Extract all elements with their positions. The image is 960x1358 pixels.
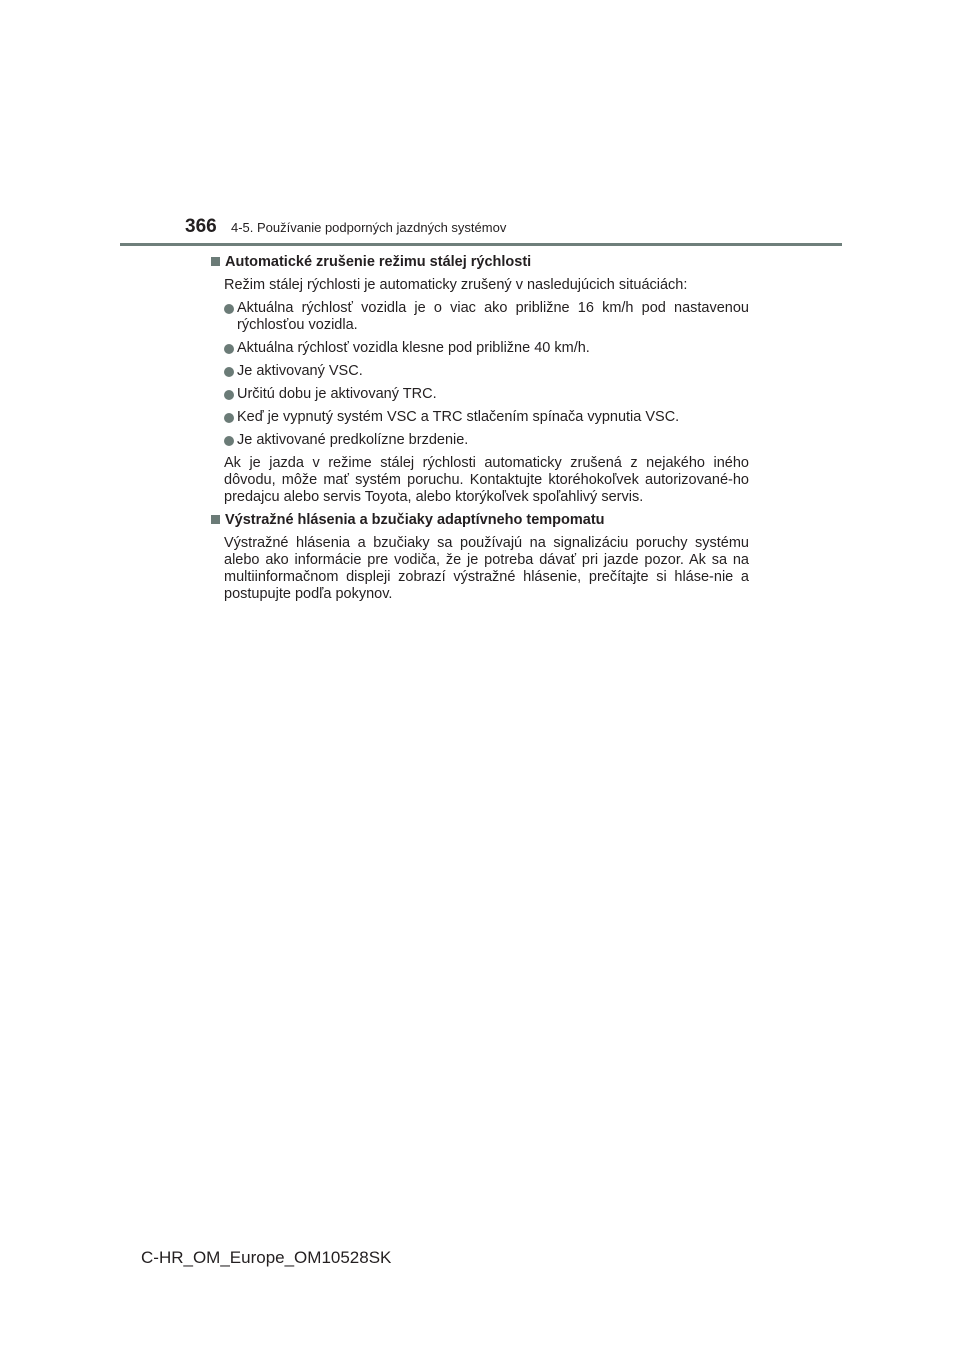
square-bullet-icon xyxy=(211,257,220,266)
list-item xyxy=(224,363,749,380)
list-item-text: Je aktivované predkolízne brzdenie. xyxy=(237,432,469,448)
square-bullet-icon xyxy=(211,515,220,524)
circle-bullet-icon xyxy=(224,344,234,354)
page-number: 366 xyxy=(185,216,217,237)
section-body: Výstražné hlásenia a bzučiaky sa používajú na signalizáciu poruchy systému alebo ako informácie pre vodiča, že je potreba dávať pri jazde pozor. Ak sa na multiinformačnom displeji zobrazí výstražné hlásenie, prečítajte si hláse-nie a postupujte podľa pokynov. xyxy=(224,535,749,602)
section-heading xyxy=(211,512,749,529)
section-intro: Režim stálej rýchlosti je automaticky zrušený v nasledujúcich situáciách: xyxy=(224,277,688,293)
list-item xyxy=(224,300,749,334)
list-item xyxy=(224,340,749,357)
section-heading xyxy=(211,254,749,271)
circle-bullet-icon xyxy=(224,413,234,423)
bullet-list xyxy=(211,300,749,449)
section-heading-text: Výstražné hlásenia a bzučiaky adaptívneho tempomatu xyxy=(225,512,605,528)
page-content xyxy=(211,254,749,603)
section-note: Ak je jazda v režime stálej rýchlosti automaticky zrušená z nejakého iného dôvodu, môže mať systém poruchu. Kontaktujte ktoréhokoľvek autorizované-ho predajcu alebo servis Toyota, alebo ktorýkoľvek spoľahlivý servis. xyxy=(224,455,749,505)
circle-bullet-icon xyxy=(224,304,234,314)
section-warnings xyxy=(211,512,749,603)
chapter-title: 4-5. Používanie podporných jazdných systémov xyxy=(231,220,507,235)
header-divider xyxy=(120,243,842,246)
section-heading-text: Automatické zrušenie režimu stálej rýchlosti xyxy=(225,254,532,270)
circle-bullet-icon xyxy=(224,436,234,446)
list-item-text: Keď je vypnutý systém VSC a TRC stlačením spínača vypnutia VSC. xyxy=(237,409,680,425)
page-header xyxy=(185,216,506,238)
circle-bullet-icon xyxy=(224,390,234,400)
list-item xyxy=(224,409,749,426)
list-item-text: Aktuálna rýchlosť vozidla klesne pod približne 40 km/h. xyxy=(237,340,590,356)
list-item-text: Určitú dobu je aktivovaný TRC. xyxy=(237,386,437,402)
list-item-text: Aktuálna rýchlosť vozidla je o viac ako približne 16 km/h pod nastavenou rýchlosťou vozidla. xyxy=(237,300,749,333)
list-item xyxy=(224,386,749,403)
section-auto-cancel xyxy=(211,254,749,506)
circle-bullet-icon xyxy=(224,367,234,377)
document-code: C-HR_OM_Europe_OM10528SK xyxy=(141,1248,392,1267)
list-item xyxy=(224,432,749,449)
list-item-text: Je aktivovaný VSC. xyxy=(237,363,363,379)
